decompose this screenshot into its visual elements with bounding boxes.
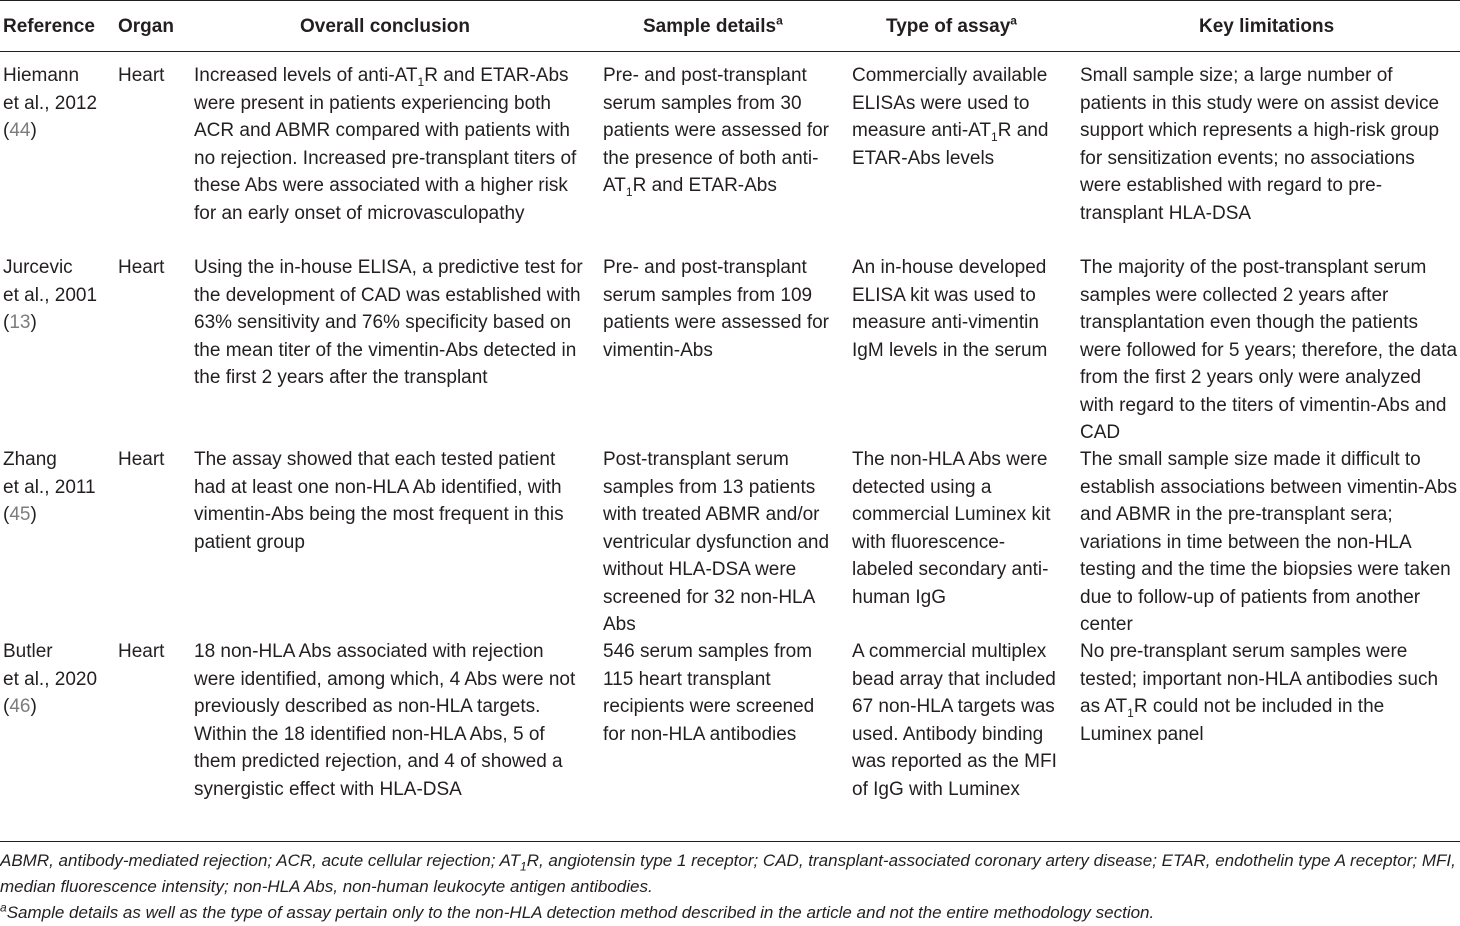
assay-cell [852, 62, 1066, 172]
sample-cell: Post-transplant serum samples from 13 patients with treated ABMR and/or ventricular dysfunction and without HLA-DSA were screened for 32 non-HLA Abs [603, 449, 830, 635]
limitations-cell: The small sample size made it difficult to establish associations between vimentin-Abs and ABMR in the pre-transplant sera; variations in time between the non-HLA testing and the time the biopsies were taken due to follow-up of patients from another center [1080, 449, 1458, 635]
sample-cell: Pre- and post-transplant serum samples from 109 patients were assessed for vimentin-Abs [603, 257, 830, 361]
conclusion-cell: 18 non-HLA Abs associated with rejection were identified, among which, 4 Abs were not previously described as non-HLA targets. Within the 18 identified non-HLA Abs, 5 of them predicted rejection, and 4 of showed a synergistic effect with HLA-DSA [194, 641, 576, 800]
reference-link[interactable]: 46 [9, 696, 31, 717]
limitations-text-a: No pre-transplant serum samples were tested; important non-HLA antibodies such as AT [1080, 641, 1439, 717]
abbreviations-text-b: R, angiotensin type 1 receptor; CAD, transplant-associated coronary artery disease; ETAR, endothelin type A receptor; MFI, median fluorescence intensity; non-HLA Abs, non-human leukocyte antigen antibodies. [0, 851, 1456, 896]
header-assay-footnote-mark: a [1010, 13, 1017, 28]
header-sample-label: Sample details [643, 16, 777, 37]
table-top-rule [0, 0, 1460, 1]
conclusion-cell [194, 62, 589, 227]
reference-link[interactable]: 45 [9, 504, 31, 525]
reference-number: (44) [3, 120, 37, 141]
reference-cell [3, 62, 108, 145]
limitations-cell: Small sample size; a large number of patients in this study were on assist device support which represents a high-risk group for sensitization events; no associations were established with regard to pre-transplant HLA-DSA [1080, 65, 1440, 224]
conclusion-subscript: 1 [417, 74, 425, 89]
footnote-text: Sample details as well as the type of assay pertain only to the non-HLA detection method described in the article and not the entire methodology section. [6, 903, 1155, 922]
reference-number: (46) [3, 696, 37, 717]
sample-subscript: 1 [625, 184, 633, 199]
assay-cell: The non-HLA Abs were detected using a commercial Luminex kit with fluorescence-labeled secondary anti-human IgG [852, 449, 1051, 608]
abbreviations-subscript: 1 [520, 859, 527, 874]
limitations-cell: The majority of the post-transplant serum samples were collected 2 years after transplantation even though the patients were followed for 5 years; therefore, the data from the first 2 years only were analyzed with regard to the titers of vimentin-Abs and CAD [1080, 257, 1458, 443]
reference-author: Hiemann [3, 65, 80, 86]
header-assay [886, 13, 1017, 40]
header-limitations: Key limitations [1199, 16, 1335, 37]
reference-cell [3, 446, 108, 529]
reference-year: et al., 2012 [3, 92, 98, 114]
header-sample-footnote-mark: a [776, 13, 783, 28]
assay-text-a: Commercially available ELISAs were used to measure anti-AT [852, 65, 1048, 141]
assay-footnote [0, 900, 1460, 926]
sample-text-b: R and ETAR-Abs [632, 175, 777, 196]
organ-cell: Heart [118, 449, 165, 470]
reference-year: et al., 2001 [3, 284, 98, 306]
reference-number: (45) [3, 504, 37, 525]
assay-subscript: 1 [991, 129, 998, 144]
reference-cell [3, 254, 108, 337]
header-reference: Reference [3, 16, 95, 37]
reference-link[interactable]: 13 [9, 312, 31, 333]
sample-text-a: Pre- and post-transplant serum samples from 30 patients were assessed for the presence of both anti-AT [603, 65, 830, 196]
reference-year: et al., 2011 [3, 476, 96, 498]
limitations-cell [1080, 638, 1458, 748]
organ-cell: Heart [118, 257, 165, 278]
reference-cell [3, 638, 108, 721]
organ-cell: Heart [118, 641, 165, 662]
header-organ: Organ [118, 16, 174, 37]
assay-text-b: R and ETAR-Abs levels [852, 120, 1049, 169]
footnote-mark: a [0, 900, 7, 915]
footer-rule [0, 841, 1460, 842]
reference-link[interactable]: 44 [9, 120, 31, 141]
organ-cell: Heart [118, 65, 165, 86]
reference-author: Butler [3, 641, 53, 662]
header-assay-label: Type of assay [886, 16, 1011, 37]
limitations-text-b: R could not be included in the Luminex panel [1080, 696, 1385, 745]
sample-cell [603, 62, 841, 200]
reference-author: Jurcevic [3, 257, 73, 278]
conclusion-cell: Using the in-house ELISA, a predictive test for the development of CAD was established with 63% sensitivity and 76% specificity based on the mean titer of the vimentin-Abs detected in the first 2 years after the transplant [194, 257, 583, 388]
reference-year: et al., 2020 [3, 668, 98, 690]
assay-cell: A commercial multiplex bead array that included 67 non-HLA targets was used. Antibody binding was reported as the MFI of IgG with Luminex [852, 641, 1057, 800]
reference-author: Zhang [3, 449, 57, 470]
reference-number: (13) [3, 312, 37, 333]
limitations-subscript: 1 [1127, 705, 1134, 720]
header-conclusion: Overall conclusion [300, 16, 470, 37]
conclusion-cell: The assay showed that each tested patient had at least one non-HLA Ab identified, with vimentin-Abs being the most frequent in this patient group [194, 449, 564, 553]
assay-cell: An in-house developed ELISA kit was used to measure anti-vimentin IgM levels in the serum [852, 257, 1048, 361]
abbreviations-text-a: ABMR, antibody-mediated rejection; ACR, acute cellular rejection; AT [0, 851, 520, 870]
conclusion-text-b: R and ETAR-Abs were present in patients experiencing both ACR and ABMR compared with patients with no rejection. Increased pre-transplant titers of these Abs were associated with a higher risk for an early onset of microvasculopathy [194, 65, 577, 224]
header-rule [0, 51, 1460, 52]
header-sample [643, 13, 783, 40]
sample-cell: 546 serum samples from 115 heart transplant recipients were screened for non-HLA antibodies [603, 641, 815, 745]
conclusion-text-a: Increased levels of anti-AT [194, 65, 418, 86]
abbreviations-footnote [0, 848, 1460, 900]
